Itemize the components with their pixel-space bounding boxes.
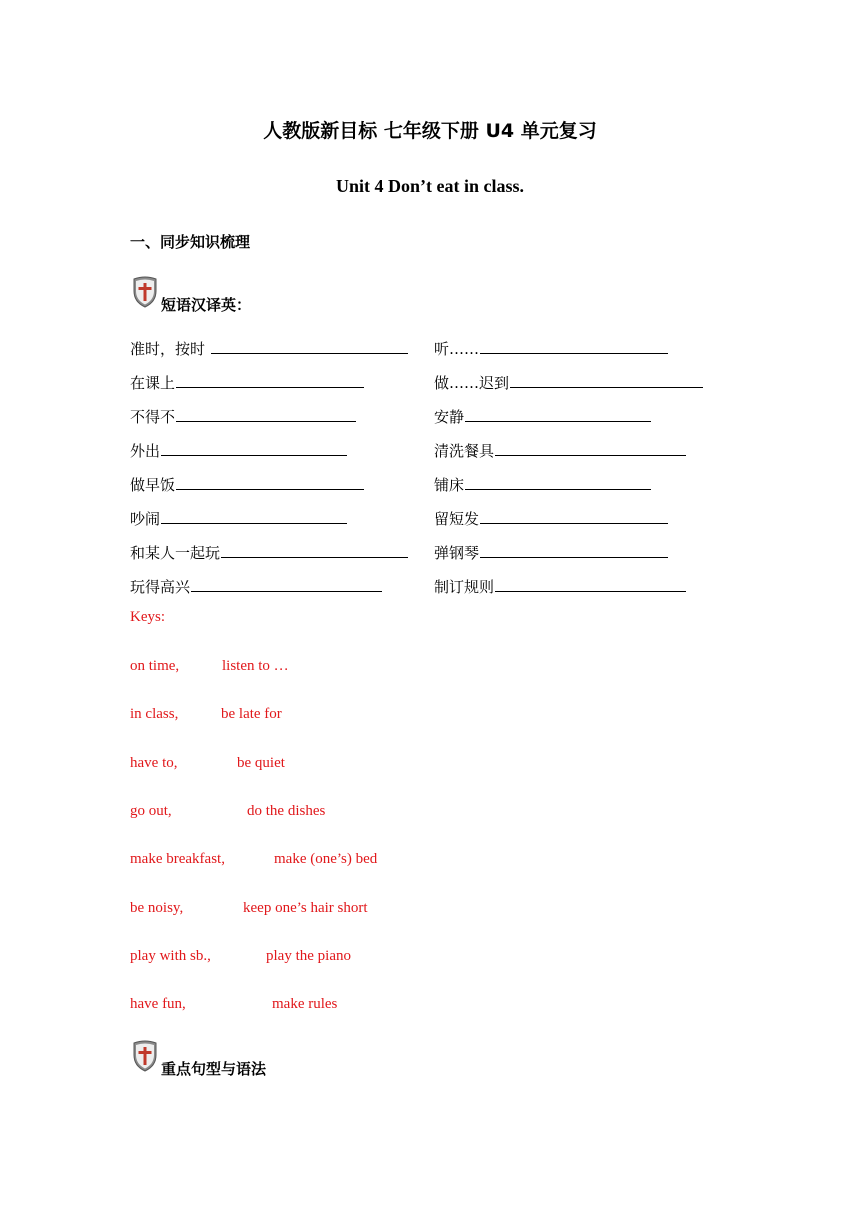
phrase-left-6 [130, 542, 408, 563]
phrase-right-5 [434, 508, 668, 529]
phrase-right-2 [434, 406, 651, 427]
key-answer-b: do the dishes [247, 803, 326, 819]
shield-icon [132, 276, 158, 312]
unit-subtitle: Unit 4 Don’t eat in class. [336, 176, 524, 196]
phrase-cn-text: 铺床 [434, 476, 465, 494]
page-title: 人教版新目标 七年级下册 U4 单元复习 [263, 120, 597, 142]
key-answer-b: be quiet [237, 755, 285, 771]
phrase-right-7 [434, 576, 686, 597]
answer-blank[interactable] [161, 440, 347, 456]
phrase-left-3 [130, 440, 347, 461]
phrase-cn-text: 弹钢琴 [434, 544, 480, 562]
phrase-cn-text: 不得不 [130, 408, 176, 426]
phrase-left-2 [130, 406, 356, 427]
answer-blank[interactable] [495, 576, 686, 592]
phrase-right-3 [434, 440, 686, 461]
phrase-cn-text: 留短发 [434, 510, 480, 528]
key-answer-b: be late for [221, 706, 282, 722]
phrase-cn-text: 制订规则 [434, 578, 495, 596]
phrase-cn-text: 外出 [130, 442, 161, 460]
phrase-cn-text: 安静 [434, 408, 465, 426]
phrase-right-6 [434, 542, 668, 563]
key-answer-b: make (one’s) bed [274, 851, 378, 867]
phrase-right-1 [434, 372, 703, 393]
key-answer-b: play the piano [266, 948, 351, 964]
phrase-left-4 [130, 474, 364, 495]
answer-blank[interactable] [191, 576, 382, 592]
key-answer-a: in class, [130, 706, 179, 722]
key-answer-a: have to, [130, 755, 178, 771]
key-answer-a: go out, [130, 803, 172, 819]
phrase-cn-text: 准时，按时 [130, 340, 210, 358]
phrase-left-0 [130, 338, 408, 359]
answer-blank[interactable] [176, 474, 364, 490]
phrase-cn-text: 做早饭 [130, 476, 176, 494]
answer-blank[interactable] [510, 372, 703, 388]
answer-blank[interactable] [480, 338, 668, 354]
section-heading: 一、同步知识梳理 [130, 233, 251, 251]
key-answer-b: listen to … [222, 658, 289, 674]
phrase-right-0 [434, 338, 668, 359]
key-answer-b: make rules [272, 996, 338, 1012]
answer-blank[interactable] [480, 508, 668, 524]
answer-blank[interactable] [495, 440, 686, 456]
phrase-cn-text: 和某人一起玩 [130, 544, 221, 562]
keys-label: Keys: [130, 609, 165, 625]
phrase-cn-text: 在课上 [130, 374, 176, 392]
answer-blank[interactable] [211, 338, 408, 354]
phrase-cn-text: 玩得高兴 [130, 578, 191, 596]
answer-blank[interactable] [176, 406, 356, 422]
subsection-title-grammar: 重点句型与语法 [161, 1060, 267, 1078]
phrase-cn-text: 吵闹 [130, 510, 161, 528]
key-answer-a: be noisy, [130, 900, 184, 916]
answer-blank[interactable] [465, 406, 651, 422]
subsection-title: 短语汉译英： [161, 296, 252, 314]
key-answer-a: have fun, [130, 996, 186, 1012]
phrase-left-5 [130, 508, 347, 529]
phrase-cn-text: 清洗餐具 [434, 442, 495, 460]
answer-blank[interactable] [480, 542, 668, 558]
key-answer-b: keep one’s hair short [243, 900, 368, 916]
key-answer-a: play with sb., [130, 948, 211, 964]
phrase-left-1 [130, 372, 364, 393]
phrase-cn-text: 做……迟到 [434, 374, 510, 392]
phrase-left-7 [130, 576, 382, 597]
shield-icon [132, 1040, 158, 1076]
key-answer-a: make breakfast, [130, 851, 225, 867]
key-answer-a: on time, [130, 658, 180, 674]
phrase-right-4 [434, 474, 651, 495]
answer-blank[interactable] [465, 474, 651, 490]
answer-blank[interactable] [221, 542, 408, 558]
answer-blank[interactable] [161, 508, 347, 524]
answer-blank[interactable] [176, 372, 364, 388]
phrase-cn-text: 听…… [434, 340, 480, 358]
